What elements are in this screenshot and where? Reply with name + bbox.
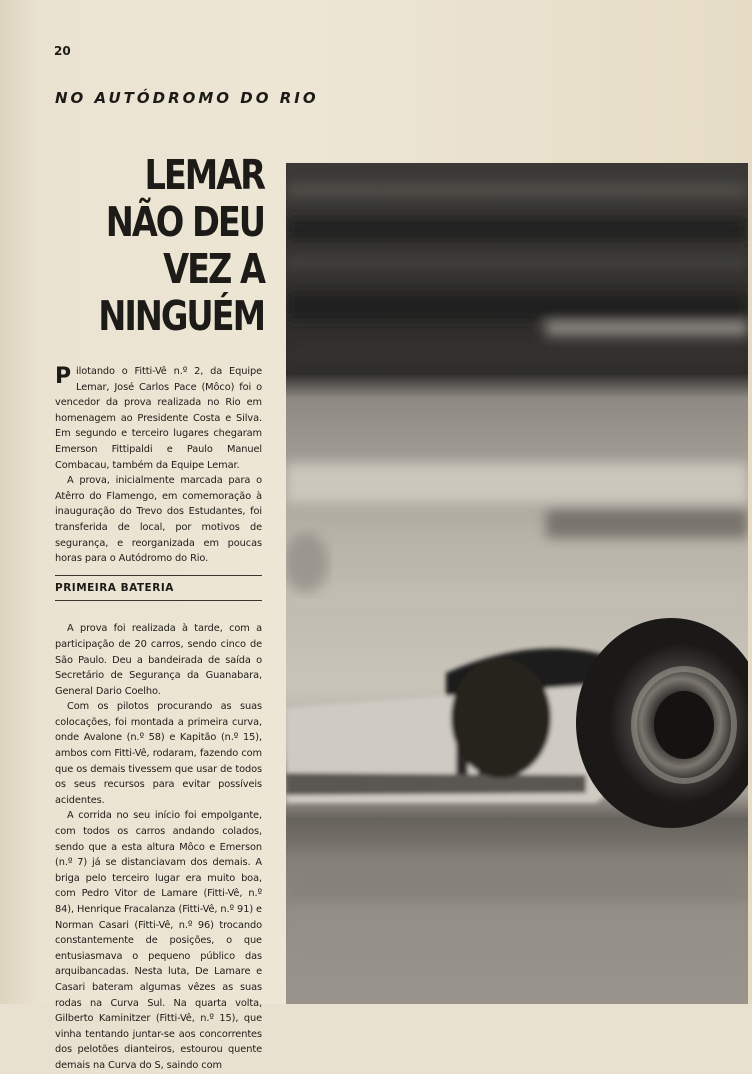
paragraph-3: A prova foi realizada à tarde, com a participação de 20 carros, sendo cinco de São Paulo. Deu a bandeirada de saída o Secretário de Segurança da Guanabara, General Dario Coelho. <box>55 623 262 697</box>
paragraph-2: A prova, inicialmente marcada para o Atêrro do Flamengo, em comemoração à inauguração do Trevo dos Estudantes, foi transferida de local, por motivos de segurança, e reorganizada em poucas horas para o Autódromo do Rio. <box>55 475 262 565</box>
race-car-photo <box>286 163 748 1004</box>
lead-text: ilotando o Fitti-Vê n.º 2, da Equipe Lemar, José Carlos Pace (Môco) foi o vencedor da prova realizada no Rio em homenagem ao Presidente Costa e Silva. Em segundo e terceiro lugares chegaram Emerson Fittipaldi e Paulo Manuel Combacau, também da Equipe Lemar. <box>55 366 262 471</box>
headline-line-4: NINGUÉM <box>98 292 264 340</box>
headline-line-1: LEMAR <box>144 151 264 199</box>
section-kicker: NO AUTÓDROMO DO RIO <box>55 89 319 107</box>
headline-line-2: NÃO DEU <box>105 198 264 246</box>
article-column <box>55 364 262 1074</box>
section-spacer <box>55 607 262 621</box>
paragraph-4: Com os pilotos procurando as suas colocações, foi montada a primeira curva, onde Avalone (n.º 58) e Kapitão (n.º 15), ambos com Fitti-Vê, rodaram, fazendo com que os demais tivessem que usar de todos os seus recursos para evitar possíveis acidentes. <box>55 701 262 806</box>
drop-cap: P <box>55 364 72 389</box>
lead-paragraph <box>55 364 262 473</box>
section-heading: PRIMEIRA BATERIA <box>55 575 262 602</box>
page-number: 20 <box>54 44 71 58</box>
paragraph-5: A corrida no seu início foi empolgante, com todos os carros andando colados, sendo que a esta altura Môco e Emerson (n.º 7) já se distanciavam dos demais. A briga pelo terceiro lugar era muito boa, com Pedro Vitor de Lamare (Fitti-Vê, n.º 84), Henrique Fracalanza (Fitti-Vê, n.º 91) e Norman Casari (Fitti-Vê, n.º 96) trocando constantemente de posições, o que entusiasmava o pequeno público das arquibancadas. Nesta luta, De Lamare e Casari bateram algumas vêzes as suas rodas na Curva Sul. Na quarta volta, Gilberto Kaminitzer (Fitti-Vê, n.º 15), que vinha tentando juntar-se aos concorrentes dos pelotões dianteiros, estourou quente demais na Curva do S, saindo com <box>55 810 262 1071</box>
photo-illustration <box>286 163 748 1004</box>
headline-line-3: VEZ A <box>163 245 264 293</box>
headline <box>97 152 264 340</box>
